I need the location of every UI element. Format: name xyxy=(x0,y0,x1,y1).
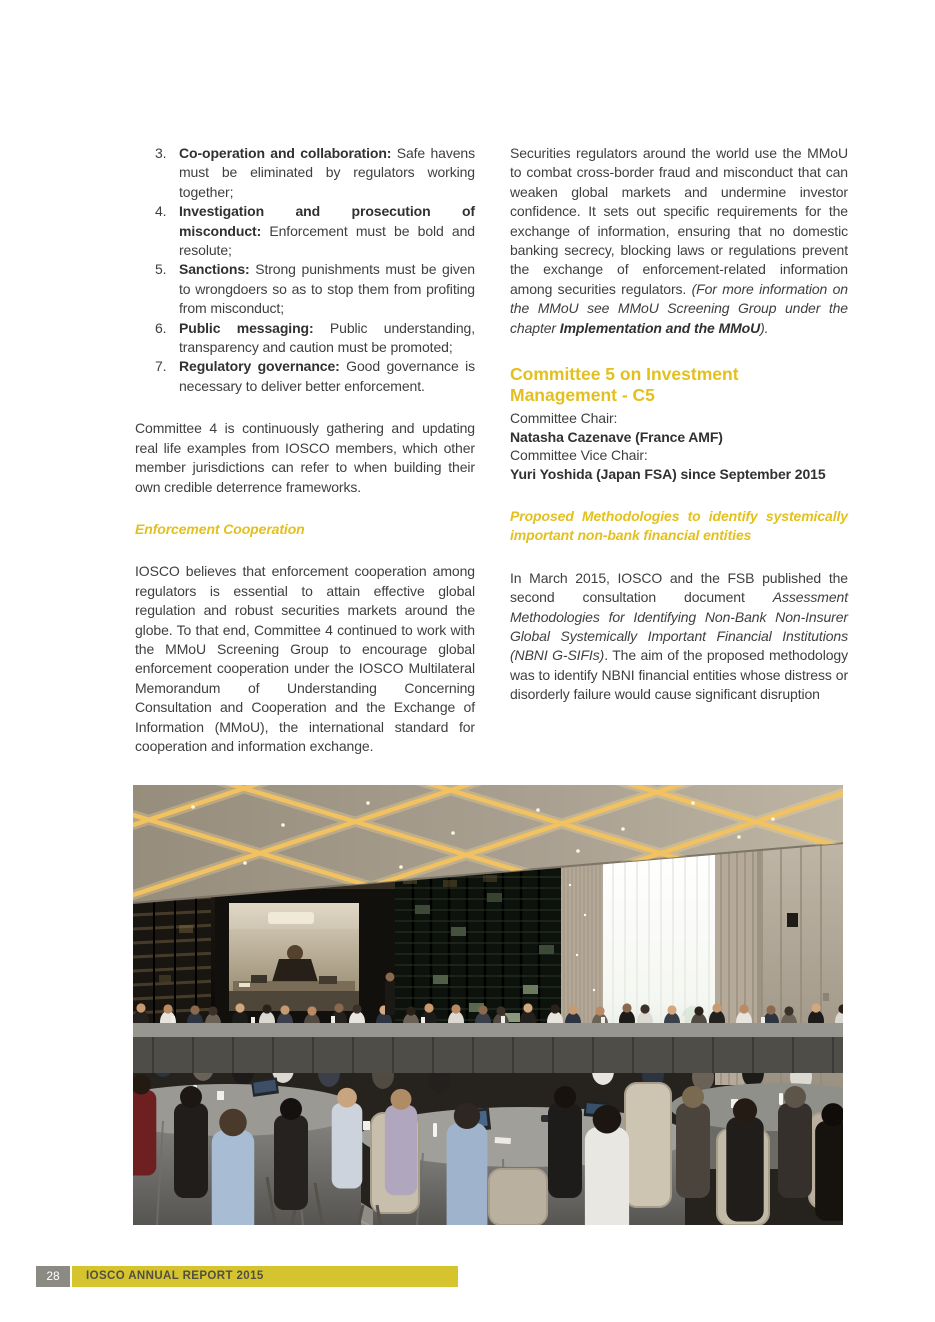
list-text: Good governance is necessary to deliver better enforcement. xyxy=(179,358,476,394)
list-label: Regulatory governance: xyxy=(179,358,340,375)
heading-committee5 xyxy=(510,364,848,406)
list-number: 3. xyxy=(155,145,167,161)
list-number: 6. xyxy=(155,319,167,336)
list-item xyxy=(155,144,475,202)
list-number: 4. xyxy=(155,203,167,220)
list-label: Sanctions: xyxy=(179,261,250,278)
left-column xyxy=(135,144,475,756)
list-item xyxy=(155,319,475,358)
list-number: 7. xyxy=(155,358,167,375)
paragraph-mmou xyxy=(510,144,848,338)
list-item xyxy=(155,202,475,260)
conference-photo xyxy=(133,785,843,1225)
nbni-text-post: . The aim of the proposed methodology was to identify NBNI financial entities whose distress or disorderly failure would cause significant disruption xyxy=(510,647,849,703)
conference-photo-illustration xyxy=(133,785,843,1225)
list-number: 5. xyxy=(155,261,167,278)
mmou-note-bold-italic: Implementation and the MMoU xyxy=(559,319,761,336)
subheading-proposed-methodologies: Proposed Methodologies to identify systemically important non-bank financial entities xyxy=(510,507,848,544)
mmou-note-close: ). xyxy=(760,319,769,336)
nbni-doc-title: Assessment Methodologies for Identifying Non-Bank Non-Insurer Global Systemically Important Financial Institutions (NBNI G-SIFIs) xyxy=(510,589,848,664)
vice-chair-name: Yuri Yoshida (Japan FSA) since September 2015 xyxy=(510,466,826,483)
subheading-enforcement-cooperation: Enforcement Cooperation xyxy=(135,520,305,537)
list-text: Enforcement must be bold and resolute; xyxy=(179,222,475,259)
bead-curtain xyxy=(561,855,605,1033)
heading-line2: Management - C5 xyxy=(510,385,655,406)
list-item xyxy=(155,357,475,396)
numbered-list xyxy=(155,144,475,396)
list-label: Public messaging: xyxy=(179,319,314,336)
committee-chair-block xyxy=(510,409,848,484)
mmou-text: Securities regulators around the world use the MMoU to combat cross-border fraud and misconduct that can weaken global markets and undermine investor confidence. It sets out specific requirements for the exchange of information, ensuring that no domestic banking secrecy, blocking laws or regulations prevent the exchange of enforcement-related information among securities regulators. xyxy=(510,145,848,297)
report-title-bar: IOSCO ANNUAL REPORT 2015 xyxy=(72,1266,458,1287)
heading-line1: Committee 5 on Investment xyxy=(510,364,739,385)
paragraph-committee4: Committee 4 is continuously gathering and updating real life examples from IOSCO members, which other member jurisdictions can refer to when building their own credible deterrence frameworks. xyxy=(135,420,475,495)
list-item xyxy=(155,260,475,318)
paragraph-nbni xyxy=(510,569,848,705)
page-footer xyxy=(0,1266,935,1287)
list-label: Co-operation and collaboration: xyxy=(179,145,392,161)
page-number: 28 xyxy=(36,1266,70,1287)
right-column xyxy=(510,144,848,705)
list-text: Public understanding, transparency and caution must be promoted; xyxy=(179,319,476,356)
nbni-text-pre: In March 2015, IOSCO and the FSB published the second consultation document xyxy=(510,569,848,606)
paragraph-iosco-believes: IOSCO believes that enforcement cooperation among regulators is essential to attain effective global regulation and robust securities markets around the globe. To that end, Committee 4 continued to work with the MMoU Screening Group to encourage global enforcement cooperation under the IOSCO Multilateral Memorandum of Understanding Concerning Consultation and Cooperation and the Exchange of Information (MMoU), the international standard for cooperation and information exchange. xyxy=(135,563,475,754)
vice-chair-label: Committee Vice Chair: xyxy=(510,447,648,464)
list-text: Safe havens must be eliminated by regulators working together; xyxy=(179,145,476,200)
mmou-note-italic: (For more information on the MMoU see MMoU Screening Group under the chapter xyxy=(510,280,848,336)
head-table xyxy=(133,1016,843,1073)
list-text: Strong punishments must be given to wrongdoers so as to stop them from profiting from misconduct; xyxy=(179,261,475,317)
list-label: Investigation and prosecution of misconduct: xyxy=(179,203,475,239)
chair-label: Committee Chair: xyxy=(510,410,618,427)
chair-name: Natasha Cazenave (France AMF) xyxy=(510,428,723,445)
